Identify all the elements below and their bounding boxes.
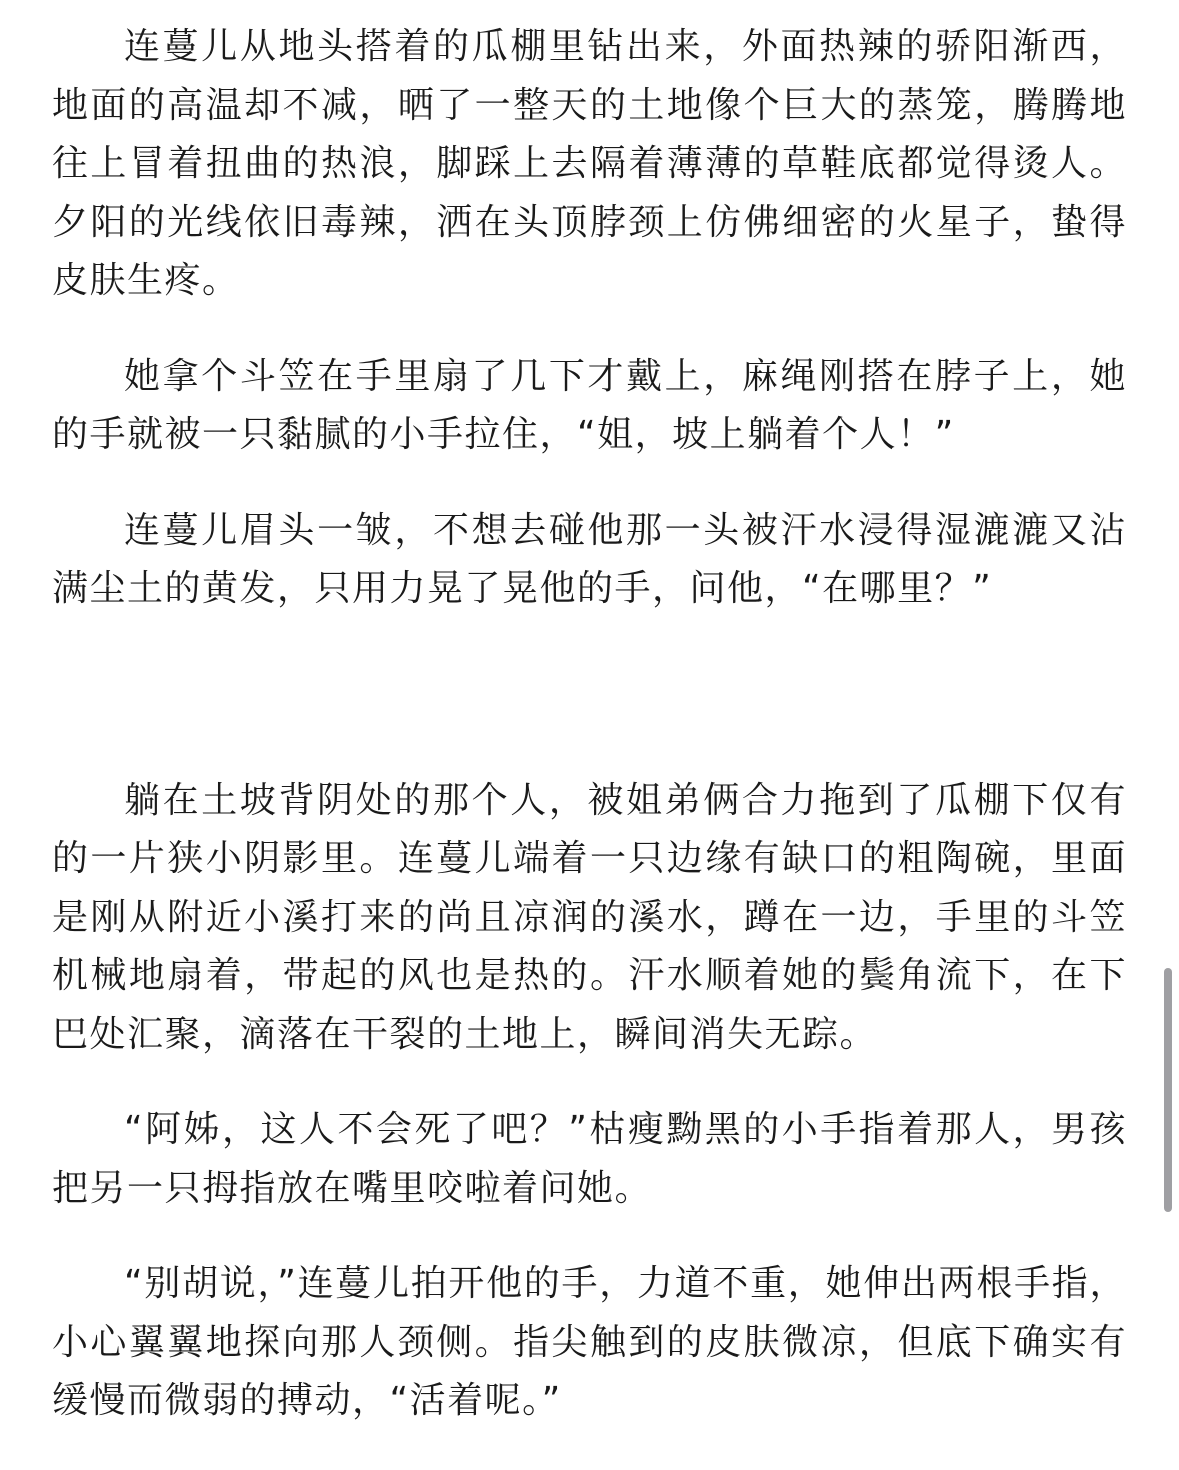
paragraph-1: 连蔓儿从地头搭着的瓜棚里钻出来，外面热辣的骄阳渐西，地面的高温却不减，晒了一整天的土地像个巨大的蒸笼，腾腾地往上冒着扭曲的热浪，脚踩上去隔着薄薄的草鞋底都觉得烫人。夕阳的光线依旧毒辣，洒在头顶脖颈上仿佛细密的火星子，蛰得皮肤生疼。 (52, 26, 1127, 301)
paragraph-spacer (52, 465, 1127, 502)
paragraph-3: 连蔓儿眉头一皱，不想去碰他那一头被汗水浸得湿漉漉又沾满尘土的黄发，只用力晃了晃他的手，问他，“在哪里？” (52, 509, 1127, 609)
vertical-scrollbar[interactable] (1157, 0, 1179, 1470)
article-body (52, 18, 1127, 1431)
paragraph-2: 她拿个斗笠在手里扇了几下才戴上，麻绳刚搭在脖子上，她的手就被一只黏腻的小手拉住，“姐，坡上躺着个人！” (52, 355, 1127, 455)
section-break (52, 619, 1127, 772)
paragraph-6: “别胡说，”连蔓儿拍开他的手，力道不重，她伸出两根手指，小心翼翼地探向那人颈侧。指尖触到的皮肤微凉，但底下确实有缓慢而微弱的搏动，“活着呢。” (52, 1263, 1127, 1421)
paragraph-4: 躺在土坡背阴处的那个人，被姐弟俩合力拖到了瓜棚下仅有的一片狭小阴影里。连蔓儿端着一只边缘有缺口的粗陶碗，里面是刚从附近小溪打来的尚且凉润的溪水，蹲在一边，手里的斗笠机械地扇着，带起的风也是热的。汗水顺着她的鬓角流下，在下巴处汇聚，滴落在干裂的土地上，瞬间消失无踪。 (52, 779, 1127, 1055)
paragraph-spacer (52, 1064, 1127, 1101)
paragraph-5: “阿姊，这人不会死了吧？”枯瘦黝黑的小手指着那人，男孩把另一只拇指放在嘴里咬啦着问她。 (52, 1109, 1127, 1209)
paragraph-spacer (52, 1218, 1127, 1255)
scrollbar-thumb[interactable] (1164, 968, 1172, 1212)
paragraph-spacer (52, 311, 1127, 348)
